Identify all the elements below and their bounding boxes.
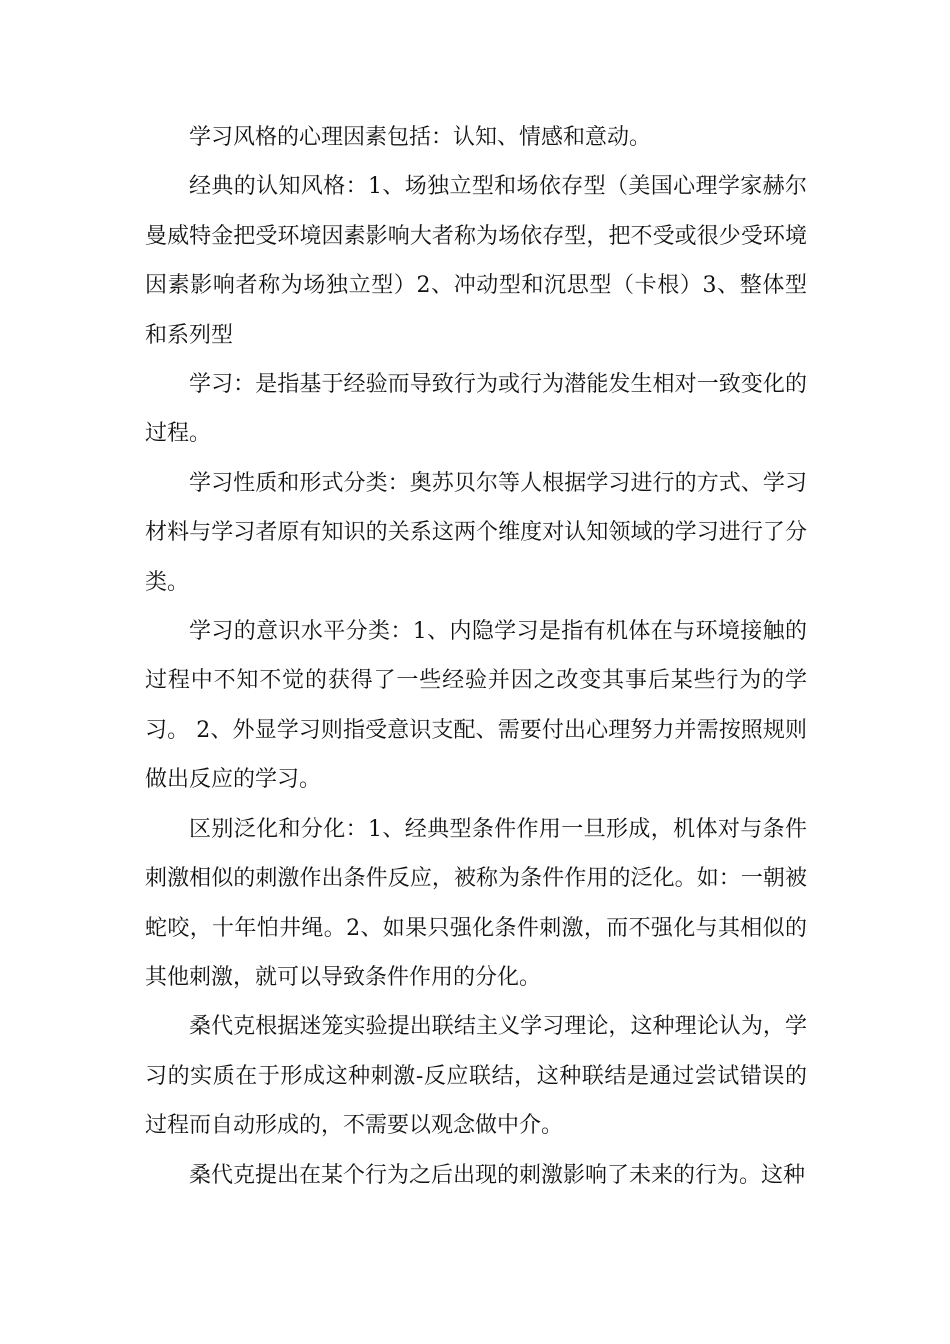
- paragraph-consciousness-levels: 学习的意识水平分类：1、内隐学习是指有机体在与环境接触的过程中不知不觉的获得了一些经验并因之改变其事后某些行为的学习。 2、外显学习则指受意识支配、需要付出心理努力并需按照规则做出反应的学习。: [145, 619, 807, 793]
- paragraph-learning-classification: 学习性质和形式分类：奥苏贝尔等人根据学习进行的方式、学习材料与学习者原有知识的关系这两个维度对认知领域的学习进行了分类。: [145, 470, 807, 595]
- paragraph-learning-definition: 学习：是指基于经验而导致行为或行为潜能发生相对一致变化的过程。: [145, 372, 807, 447]
- paragraph-thorndike-stimulus: 桑代克提出在某个行为之后出现的刺激影响了未来的行为。这种: [189, 1162, 806, 1188]
- paragraph-cognitive-styles: 经典的认知风格：1、场独立型和场依存型（美国心理学家赫尔曼威特金把受环境因素影响大者称为场依存型，把不受或很少受环境因素影响者称为场独立型）2、冲动型和沉思型（卡根）3、整体型和系列型: [145, 174, 807, 348]
- paragraph-thorndike-connectionism: 桑代克根据迷笼实验提出联结主义学习理论，这种理论认为，学习的实质在于形成这种刺激-反应联结，这种联结是通过尝试错误的过程而自动形成的，不需要以观念做中介。: [145, 1014, 807, 1139]
- paragraph-learning-style-factors: 学习风格的心理因素包括：认知、情感和意动。: [189, 125, 652, 150]
- paragraph-generalization-discrimination: 区别泛化和分化：1、经典型条件作用一旦形成，机体对与条件刺激相似的刺激作出条件反应，被称为条件作用的泛化。如：一朝被蛇咬，十年怕井绳。2、如果只强化条件刺激，而不强化与其相似的其他刺激，就可以导致条件作用的分化。: [145, 816, 807, 990]
- document-body: [145, 113, 807, 1200]
